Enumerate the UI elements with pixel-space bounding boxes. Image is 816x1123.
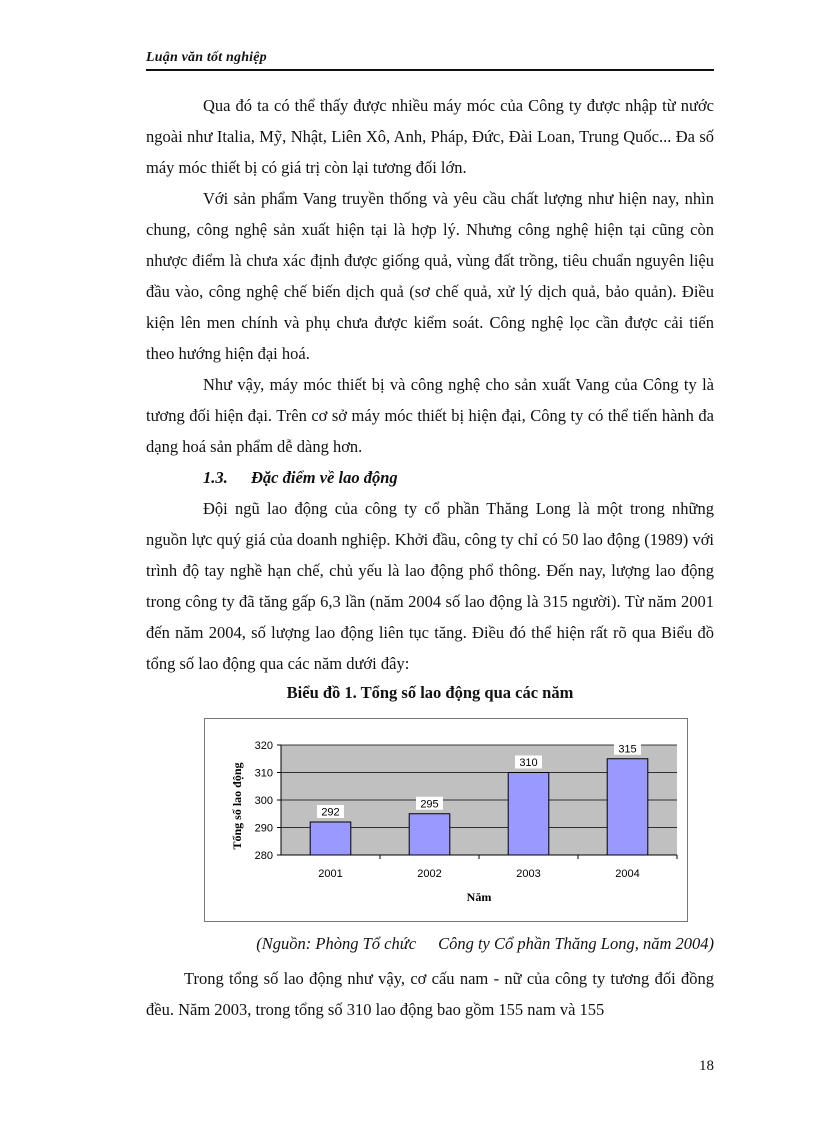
paragraph-machinery-origin: Qua đó ta có thể thấy được nhiều máy móc của Công ty được nhập từ nước ngoài như Italia, Mỹ, Nhật, Liên Xô, Anh, Pháp, Đức, Đài Loan, Trung Quốc... Đa số máy móc thiết bị có giá trị còn lại tương đối lớn. [146,96,714,177]
bar-2001 [310,822,351,855]
labor-chart-svg [205,719,687,921]
source-note [146,934,714,954]
data-label-2003: 310 [519,757,538,769]
bar-2003 [508,773,549,856]
x-tick-label-2001: 2001 [318,868,343,880]
y-tick-label: 300 [254,795,273,807]
header-rule [146,69,714,71]
page-number: 18 [699,1058,714,1074]
x-tick-label-2002: 2002 [417,868,442,880]
data-label-2001: 292 [321,806,340,819]
chart-caption: Biểu đồ 1. Tổng số lao động qua các năm [286,683,574,702]
bar-2002 [409,814,450,855]
section-heading [146,462,714,493]
x-axis-title: Năm [466,890,492,904]
section-title: Đặc điểm về lao động [251,468,398,487]
y-tick-label: 310 [254,767,273,780]
y-tick-label: 280 [254,850,273,862]
paragraph-gender-structure: Trong tổng số lao động như vậy, cơ cấu nam - nữ của công ty tương đối đồng đều. Năm 2003, trong tổng số 310 lao động bao gồm 155 nam và 155 [146,969,714,1019]
labor-chart [204,718,688,922]
x-tick-label-2004: 2004 [615,868,640,880]
bar-2004 [607,759,648,855]
paragraph-technology: Với sản phẩm Vang truyền thống và yêu cầu chất lượng như hiện nay, nhìn chung, công nghệ sản xuất hiện tại là hợp lý. Nhưng công nghệ hiện tại cũng còn nhược điểm là chưa xác định được giống quả, vùng đất trồng, tiêu chuẩn nguyên liệu đầu vào, công nghệ chế biến dịch quả (sơ chế quả, xử lý dịch quả, bảo quản). Điều kiện lên men chính và phụ chưa được kiểm soát. Công nghệ lọc cần được cải tiến theo hướng hiện đại hoá. [146,189,714,363]
paragraph-conclusion: Như vậy, máy móc thiết bị và công nghệ cho sản xuất Vang của Công ty là tương đối hiện đại. Trên cơ sở máy móc thiết bị hiện đại, Công ty có thể tiến hành đa dạng hoá sản phẩm dễ dàng hơn. [146,375,714,456]
source-part-1: (Nguồn: Phòng Tổ chức [256,934,417,953]
body-text [146,90,714,679]
data-label-2002: 295 [420,798,439,811]
paragraph-labor: Đội ngũ lao động của công ty cổ phần Thăng Long là một trong những nguồn lực quý giá của doanh nghiệp. Khởi đầu, công ty chỉ có 50 lao động (1989) với trình độ tay nghề hạn chế, chủ yếu là lao động phổ thông. Đến nay, lượng lao động trong công ty đã tăng gấp 6,3 lần (năm 2004 số lao động là 315 người). Từ năm 2001 đến năm 2004, số lượng lao động liên tục tăng. Điều đó thể hiện rất rõ qua Biểu đồ tổng số lao động qua các năm dưới đây: [146,499,714,673]
x-tick-label-2003: 2003 [516,868,541,880]
y-tick-label: 320 [254,740,273,752]
y-axis-title: Tổng số lao động [230,762,244,850]
data-label-2004: 315 [618,743,637,756]
running-header: Luận văn tốt nghiệp [146,50,267,65]
closing-text [146,963,714,1025]
source-part-2: Công ty Cổ phần Thăng Long, năm 2004) [438,934,714,953]
y-tick-label: 290 [254,822,273,835]
section-number: 1.3. [203,468,228,487]
